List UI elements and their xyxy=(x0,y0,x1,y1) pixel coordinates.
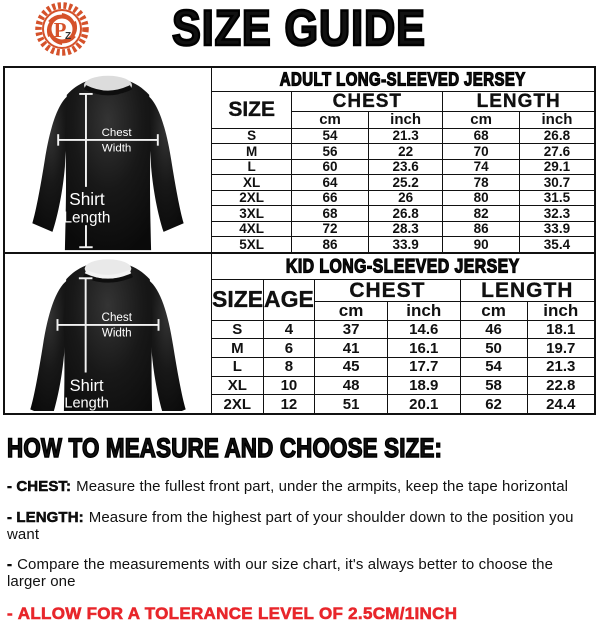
table-row xyxy=(212,376,595,395)
col-header-cm: cm xyxy=(443,111,520,128)
cell-chest-inch: 33.9 xyxy=(368,237,443,252)
cell-length-cm: 78 xyxy=(443,175,520,191)
cell-length-cm: 50 xyxy=(460,339,527,358)
logo-monogram-z: Z xyxy=(64,31,72,42)
cell-length-inch: 26.8 xyxy=(519,128,594,144)
cell-size: L xyxy=(212,357,264,376)
cell-length-cm: 82 xyxy=(443,206,520,222)
cell-size: S xyxy=(212,128,292,144)
cell-size: M xyxy=(212,339,264,358)
page-title: SIZE GUIDE xyxy=(172,0,426,57)
cell-length-inch: 21.3 xyxy=(527,357,594,376)
cell-chest-cm: 72 xyxy=(292,221,369,237)
cell-length-cm: 58 xyxy=(460,376,527,395)
col-header-age: AGE xyxy=(263,279,315,320)
col-header-inch: inch xyxy=(387,301,460,320)
cell-chest-inch: 26.8 xyxy=(368,206,443,222)
cell-length-inch: 35.4 xyxy=(519,237,594,252)
col-header-length: LENGTH xyxy=(460,279,594,301)
cell-chest-cm: 41 xyxy=(315,339,388,358)
cell-length-inch: 22.8 xyxy=(527,376,594,395)
cell-age: 10 xyxy=(263,376,315,395)
adult-jersey-image xyxy=(6,70,210,252)
cell-chest-cm: 51 xyxy=(315,395,388,413)
cell-length-cm: 74 xyxy=(443,159,520,175)
cell-length-cm: 62 xyxy=(460,395,527,413)
table-row xyxy=(212,128,595,144)
col-header-inch: inch xyxy=(368,111,443,128)
cell-length-inch: 31.5 xyxy=(519,190,594,206)
cell-chest-cm: 86 xyxy=(292,237,369,252)
table-row xyxy=(212,175,595,191)
shirt-length-label: Length xyxy=(63,209,111,227)
col-header-size: SIZE xyxy=(212,279,264,320)
cell-length-cm: 80 xyxy=(443,190,520,206)
cell-length-cm: 86 xyxy=(443,221,520,237)
cell-length-inch: 19.7 xyxy=(527,339,594,358)
cell-chest-cm: 54 xyxy=(292,128,369,144)
how-to-measure-heading: HOW TO MEASURE AND CHOOSE SIZE: xyxy=(7,432,443,464)
col-header-cm: cm xyxy=(315,301,388,320)
table-row xyxy=(212,339,595,358)
col-header-inch: inch xyxy=(519,111,594,128)
measure-tip-length xyxy=(7,509,595,543)
cell-size: M xyxy=(212,144,292,160)
tip-text: ALLOW FOR A TOLERANCE LEVEL OF 2.5CM/1INCH xyxy=(17,603,458,623)
cell-chest-inch: 26 xyxy=(368,190,443,206)
table-row xyxy=(212,237,595,252)
table-row xyxy=(212,320,595,339)
kid-size-table xyxy=(211,254,594,413)
cell-chest-cm: 37 xyxy=(315,320,388,339)
col-header-cm: cm xyxy=(292,111,369,128)
col-header-cm: cm xyxy=(460,301,527,320)
cell-chest-inch: 20.1 xyxy=(387,395,460,413)
adult-table-title: ADULT LONG-SLEEVED JERSEY xyxy=(280,68,526,90)
chest-width-label: Width xyxy=(101,326,132,340)
cell-chest-inch: 25.2 xyxy=(368,175,443,191)
cell-length-cm: 90 xyxy=(443,237,520,252)
cell-size: 2XL xyxy=(212,190,292,206)
cell-chest-cm: 60 xyxy=(292,159,369,175)
tip-text: Compare the measurements with our size chart, it's always better to choose the larger one xyxy=(7,556,554,590)
tip-label: - xyxy=(7,556,13,573)
table-row xyxy=(212,206,595,222)
chest-width-label: Width xyxy=(101,142,132,155)
table-row xyxy=(212,144,595,160)
col-header-chest: CHEST xyxy=(292,91,443,111)
shirt-length-label: Shirt xyxy=(69,376,104,395)
cell-chest-cm: 56 xyxy=(292,144,369,160)
cell-chest-inch: 18.9 xyxy=(387,376,460,395)
cell-length-inch: 30.7 xyxy=(519,175,594,191)
adult-section xyxy=(5,68,594,254)
tip-label: - LENGTH: xyxy=(7,508,84,526)
kid-section xyxy=(5,254,594,413)
cell-age: 12 xyxy=(263,395,315,413)
kid-jersey-cell xyxy=(5,254,211,413)
cell-age: 8 xyxy=(263,357,315,376)
cell-size: 4XL xyxy=(212,221,292,237)
col-header-length: LENGTH xyxy=(443,91,594,111)
chest-width-label: Chest xyxy=(101,311,132,325)
cell-size: XL xyxy=(212,175,292,191)
cell-chest-inch: 14.6 xyxy=(387,320,460,339)
table-row xyxy=(212,395,595,413)
cell-size: L xyxy=(212,159,292,175)
kid-table-title: KID LONG-SLEEVED JERSEY xyxy=(286,255,520,278)
cell-length-cm: 54 xyxy=(460,357,527,376)
cell-length-inch: 27.6 xyxy=(519,144,594,160)
cell-size: 2XL xyxy=(212,395,264,413)
logo-monogram-p: P xyxy=(53,18,67,42)
cell-length-cm: 68 xyxy=(443,128,520,144)
measure-tip-chest xyxy=(7,478,595,495)
cell-length-inch: 18.1 xyxy=(527,320,594,339)
shirt-length-label: Shirt xyxy=(69,189,105,210)
cell-length-inch: 29.1 xyxy=(519,159,594,175)
measure-tip-compare xyxy=(7,556,595,590)
measure-tip-tolerance xyxy=(7,604,595,624)
cell-size: 5XL xyxy=(212,237,292,252)
how-to-measure-section xyxy=(7,432,595,637)
cell-length-inch: 32.3 xyxy=(519,206,594,222)
table-row xyxy=(212,190,595,206)
cell-age: 6 xyxy=(263,339,315,358)
tip-text: Measure from the highest part of your shoulder down to the position you want xyxy=(7,508,574,543)
cell-chest-cm: 45 xyxy=(315,357,388,376)
cell-chest-inch: 16.1 xyxy=(387,339,460,358)
chest-width-label: Chest xyxy=(101,127,132,140)
cell-chest-cm: 48 xyxy=(315,376,388,395)
cell-size: XL xyxy=(212,376,264,395)
col-header-chest: CHEST xyxy=(315,279,460,301)
cell-length-cm: 46 xyxy=(460,320,527,339)
col-header-size: SIZE xyxy=(212,91,292,128)
cell-size: 3XL xyxy=(212,206,292,222)
tip-label: - CHEST: xyxy=(7,478,72,495)
cell-chest-inch: 21.3 xyxy=(368,128,443,144)
adult-size-table xyxy=(211,68,594,252)
cell-age: 4 xyxy=(263,320,315,339)
col-header-inch: inch xyxy=(527,301,594,320)
cell-size: S xyxy=(212,320,264,339)
cell-chest-inch: 22 xyxy=(368,144,443,160)
kid-jersey-image xyxy=(6,254,210,411)
table-row xyxy=(212,357,595,376)
cell-chest-cm: 64 xyxy=(292,175,369,191)
cell-length-inch: 24.4 xyxy=(527,395,594,413)
table-row xyxy=(212,221,595,237)
adult-jersey-cell xyxy=(5,68,211,252)
table-row xyxy=(212,159,595,175)
cell-chest-inch: 23.6 xyxy=(368,159,443,175)
cell-length-cm: 70 xyxy=(443,144,520,160)
cell-chest-cm: 68 xyxy=(292,206,369,222)
gear-logo-icon xyxy=(30,2,94,58)
cell-length-inch: 33.9 xyxy=(519,221,594,237)
shirt-length-label: Length xyxy=(64,395,109,411)
cell-chest-inch: 28.3 xyxy=(368,221,443,237)
tip-label: - xyxy=(7,603,13,623)
size-chart-panel xyxy=(3,66,596,415)
cell-chest-cm: 66 xyxy=(292,190,369,206)
cell-chest-inch: 17.7 xyxy=(387,357,460,376)
tip-text: Measure the fullest front part, under the armpits, keep the tape horizontal xyxy=(76,478,569,495)
